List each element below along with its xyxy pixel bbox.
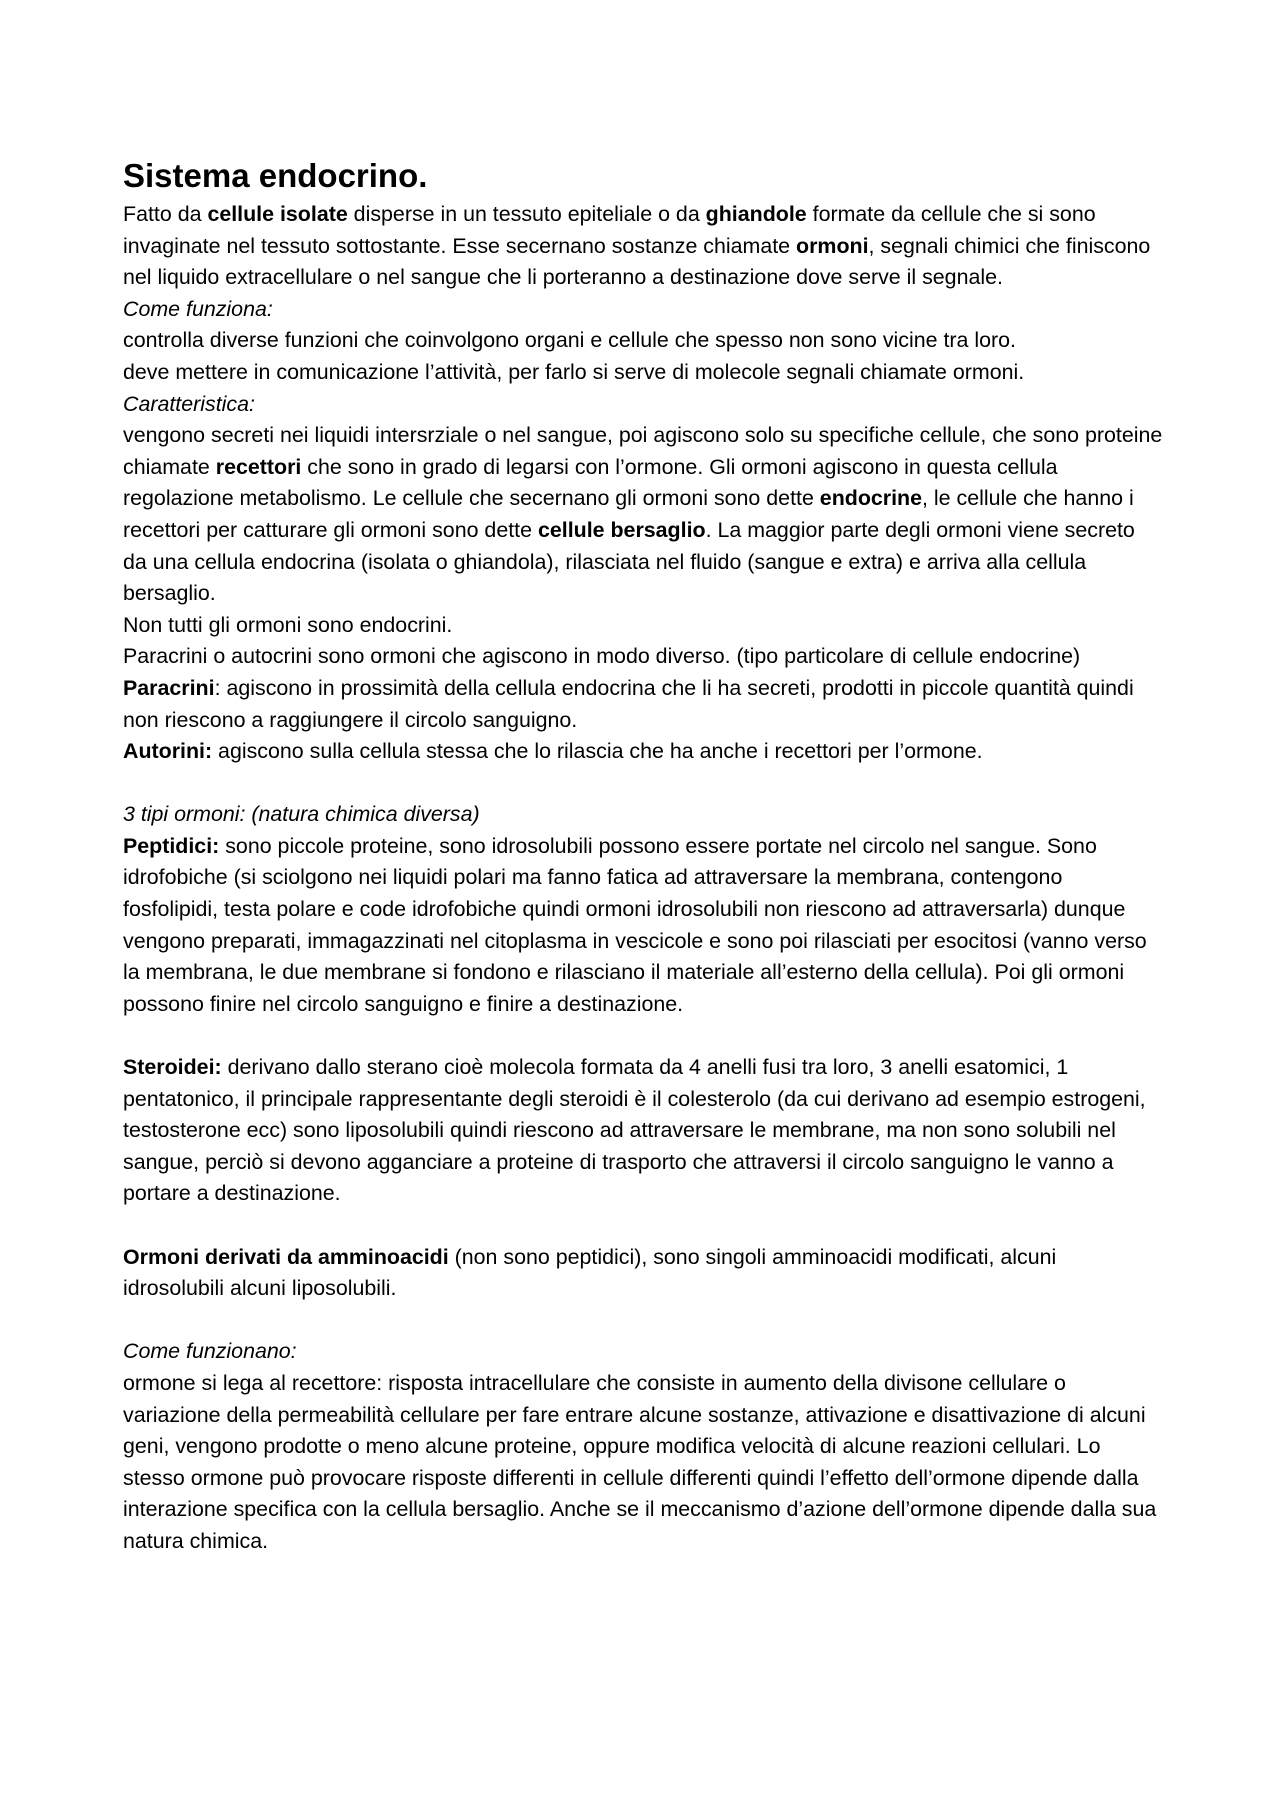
non-tutti-line: Non tutti gli ormoni sono endocrini. — [123, 612, 453, 637]
caratteristica-text-2: che sono in grado di legarsi con l’ormone. Gli ormoni agiscono in questa cellula regolazione metabolismo. Le cellule che secernano gli ormoni sono dette — [123, 454, 1058, 511]
caratteristica-text-4: . La maggior parte degli ormoni viene secreto da una cellula endocrina (isolata o ghiandola), rilasciata nel fluido (sangue e extra) e arriva alla cellula bersaglio. — [123, 517, 1135, 606]
autorini-label: Autorini: — [123, 739, 213, 764]
document-title: Sistema endocrino. — [123, 157, 428, 194]
caratteristica-bold-endocrine: endocrine — [819, 486, 923, 511]
come-funziona-line-2: deve mettere in comunicazione l’attività, per farlo si serve di molecole segnali chiamate ormoni. — [123, 359, 1025, 384]
come-funziona-heading: Come funziona: — [123, 296, 273, 321]
paracrini-paragraph — [123, 673, 1163, 736]
blank-line — [123, 1020, 1163, 1052]
blank-line — [123, 768, 1163, 800]
paracrini-text: : agiscono in prossimità della cellula endocrina che li ha secreti, prodotti in piccole quantità quindi non riescono a raggiungere il circolo sanguigno. — [123, 675, 1134, 732]
peptidici-text: sono piccole proteine, sono idrosolubili possono essere portate nel circolo nel sangue. Sono idrofobiche (si sciolgono nei liquidi polari ma fanno fatica ad attraversare la membrana, contengono fosfolipidi, testa polare e code idrofobiche quindi ormoni idrosolubili non riescono ad attraversarla) dunque vengono preparati, immagazzinati nel citoplasma in vescicole e sono poi rilasciati per esocitosi (vanno verso la membrana, le due membrane si fondono e rilasciano il materiale all’esterno della cellula). Poi gli ormoni possono finire nel circolo sanguigno e finire a destinazione. — [123, 833, 1147, 1016]
amminoacidi-paragraph — [123, 1242, 1163, 1305]
peptidici-label: Peptidici: — [123, 833, 220, 858]
amminoacidi-text: (non sono peptidici), sono singoli amminoacidi modificati, alcuni idrosolubili alcuni liposolubili. — [123, 1244, 1057, 1301]
document-page — [123, 155, 1163, 1558]
come-funziona-line-1: controlla diverse funzioni che coinvolgono organi e cellule che spesso non sono vicine tra loro. — [123, 328, 1016, 353]
steroidei-text: derivano dallo sterano cioè molecola formata da 4 anelli fusi tra loro, 3 anelli esatomici, 1 pentatonico, il principale rappresentante degli steroidi è il colesterolo (da cui derivano ad esempio estrogeni, testosterone ecc) sono liposolubili quindi riescono ad attraversare le membrane, ma non sono solubili nel sangue, perciò si devono agganciare a proteine di trasporto che attraversi il circolo sanguigno le vanno a portare a destinazione. — [123, 1055, 1146, 1206]
come-funzionano-heading: Come funzionano: — [123, 1339, 297, 1364]
intro-text-1: Fatto da — [123, 202, 208, 226]
amminoacidi-label: Ormoni derivati da amminoacidi — [123, 1244, 449, 1269]
intro-bold-ghiandole: ghiandole — [705, 202, 807, 226]
paracrini-autocrini-line: Paracrini o autocrini sono ormoni che agiscono in modo diverso. (tipo particolare di cellule endocrine) — [123, 644, 1081, 669]
intro-text-2: disperse in un tessuto epiteliale o da — [347, 202, 706, 226]
intro-bold-cellule-isolate: cellule isolate — [207, 202, 348, 226]
come-funzionano-paragraph: ormone si lega al recettore: risposta intracellulare che consiste in aumento della divisone cellulare o variazione della permeabilità cellulare per fare entrare alcune sostanze, attivazione e disattivazione di alcuni geni, vengono prodotte o meno alcune proteine, oppure modifica velocità di alcune reazioni cellulari. Lo stesso ormone può provocare risposte differenti in cellule differenti quindi l’effetto dell’ormone dipende dalla interazione specifica con la cellula bersaglio. Anche se il meccanismo d’azione dell’ormone dipende dalla sua natura chimica. — [123, 1370, 1157, 1553]
blank-line — [123, 1305, 1163, 1337]
caratteristica-bold-cellule-bersaglio: cellule bersaglio — [537, 517, 706, 542]
steroidei-label: Steroidei: — [123, 1055, 222, 1080]
caratteristica-bold-recettori: recettori — [215, 454, 302, 479]
caratteristica-heading: Caratteristica: — [123, 391, 255, 416]
autorini-text: agiscono sulla cellula stessa che lo rilascia che ha anche i recettori per l’ormone. — [212, 739, 983, 764]
peptidici-paragraph — [123, 831, 1163, 1021]
intro-text-4: , segnali chimici che finiscono nel liquido extracellulare o nel sangue che li porteranno a destinazione dove serve il segnale. — [123, 233, 1151, 290]
autorini-paragraph — [123, 736, 1163, 768]
paracrini-label: Paracrini — [123, 675, 215, 700]
caratteristica-text-1: vengono secreti nei liquidi intersrziale o nel sangue, poi agiscono solo su specifiche cellule, che sono proteine chiamate — [123, 423, 1163, 479]
blank-line — [123, 1210, 1163, 1242]
intro-paragraph — [123, 199, 1163, 294]
intro-text-3: formate da cellule che si sono invaginate nel tessuto sottostante. Esse secernano sostanze chiamate — [123, 202, 1096, 258]
steroidei-paragraph — [123, 1052, 1163, 1210]
caratteristica-text-3: , le cellule che hanno i recettori per catturare gli ormoni sono dette — [123, 486, 1134, 542]
caratteristica-paragraph — [123, 420, 1163, 610]
intro-bold-ormoni: ormoni — [796, 233, 869, 258]
tipi-ormoni-heading: 3 tipi ormoni: (natura chimica diversa) — [123, 802, 480, 827]
